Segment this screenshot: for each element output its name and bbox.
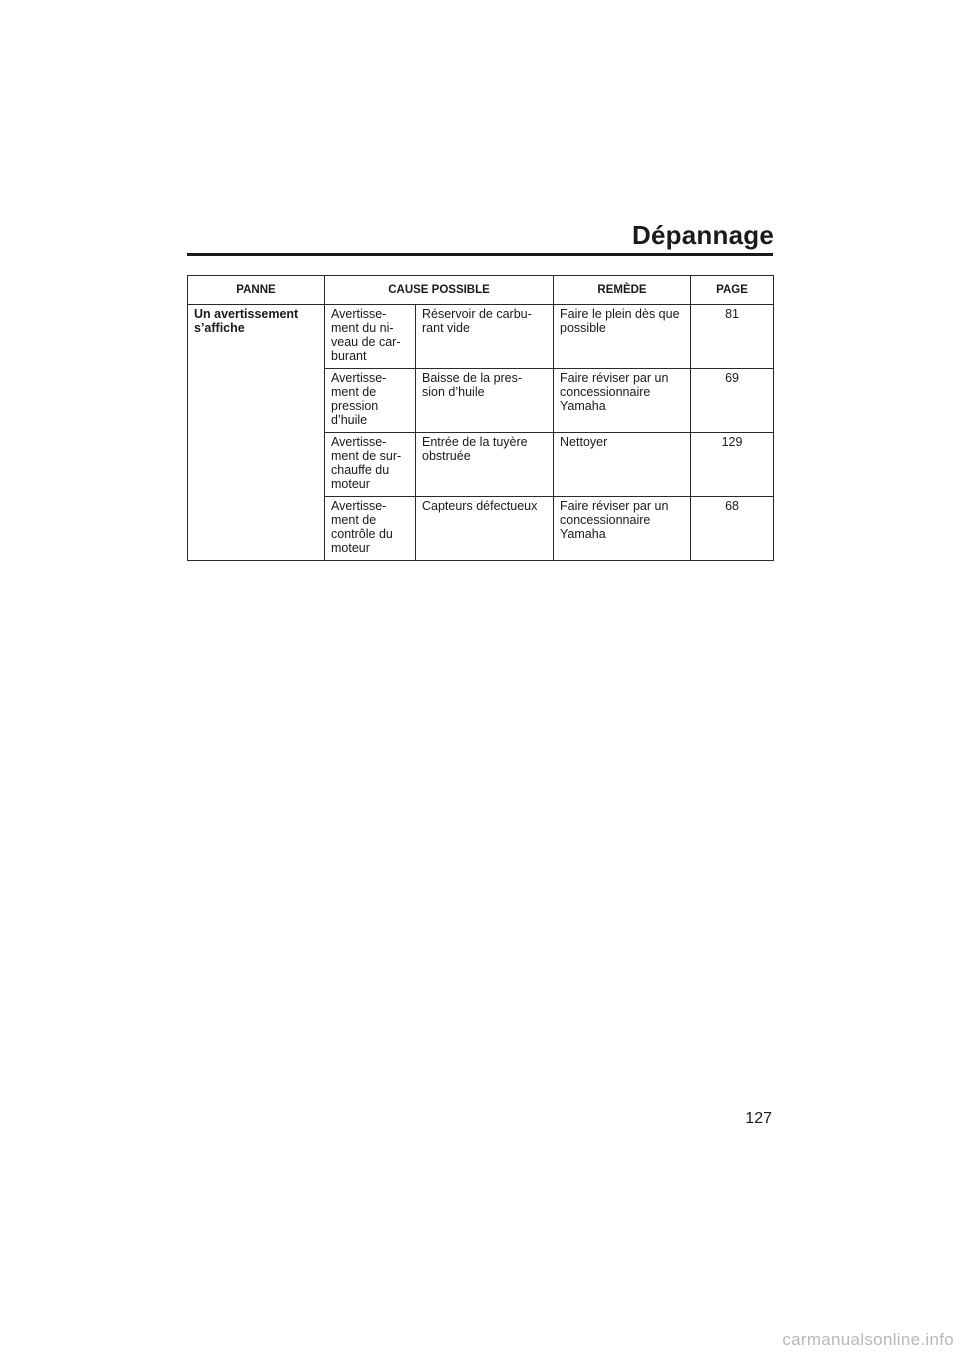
warning-type-line: Avertisse- bbox=[331, 307, 387, 321]
remedy-line: concessionnaire bbox=[560, 385, 651, 399]
cause-line: sion d’huile bbox=[422, 385, 485, 399]
remedy-line: Faire réviser par un bbox=[560, 499, 669, 513]
remedy-line: Nettoyer bbox=[560, 435, 608, 449]
warning-type-line: ment du ni- bbox=[331, 321, 394, 335]
remedy-line: Faire réviser par un bbox=[560, 371, 669, 385]
warning-type-line: veau de car- bbox=[331, 335, 401, 349]
cause-line: Réservoir de carbu- bbox=[422, 307, 532, 321]
warning-type-line: d’huile bbox=[331, 413, 368, 427]
remedy-line: Yamaha bbox=[560, 527, 606, 541]
remedy-line: Faire le plein dès que bbox=[560, 307, 680, 321]
warning-type-line: Avertisse- bbox=[331, 499, 387, 513]
problem-line: s’affiche bbox=[194, 321, 245, 335]
remedy-cell bbox=[554, 433, 691, 497]
table-row bbox=[188, 305, 774, 369]
problem-line: Un avertissement bbox=[194, 307, 299, 321]
cause-cell bbox=[416, 497, 554, 561]
page-number: 127 bbox=[745, 1110, 772, 1127]
warning-type-line: burant bbox=[331, 349, 367, 363]
section-title: Dépannage bbox=[632, 220, 774, 250]
remedy-line: possible bbox=[560, 321, 606, 335]
cause-line: obstruée bbox=[422, 449, 471, 463]
cause-cell bbox=[416, 369, 554, 433]
cause-line: Baisse de la pres- bbox=[422, 371, 523, 385]
remedy-cell bbox=[554, 497, 691, 561]
warning-type-line: ment de bbox=[331, 513, 377, 527]
warning-type-line: chauffe du bbox=[331, 463, 390, 477]
warning-type-line: moteur bbox=[331, 477, 370, 491]
page-ref-cell: 69 bbox=[691, 369, 774, 433]
warning-type-line: Avertisse- bbox=[331, 371, 387, 385]
remedy-cell bbox=[554, 369, 691, 433]
cause-line: rant vide bbox=[422, 321, 470, 335]
warning-type-cell bbox=[325, 497, 416, 561]
troubleshooting-table bbox=[187, 275, 774, 561]
page-ref-cell: 81 bbox=[691, 305, 774, 369]
warning-type-line: moteur bbox=[331, 541, 370, 555]
page-ref-cell: 129 bbox=[691, 433, 774, 497]
cause-line: Entrée de la tuyère bbox=[422, 435, 528, 449]
warning-type-line: ment de sur- bbox=[331, 449, 402, 463]
cause-cell bbox=[416, 433, 554, 497]
remedy-line: concessionnaire bbox=[560, 513, 651, 527]
remedy-cell bbox=[554, 305, 691, 369]
page-ref-cell: 68 bbox=[691, 497, 774, 561]
column-header-cause: CAUSE POSSIBLE bbox=[325, 276, 554, 305]
problem-cell bbox=[188, 305, 325, 561]
title-divider bbox=[187, 253, 773, 256]
cause-line: Capteurs défectueux bbox=[422, 499, 538, 513]
warning-type-cell bbox=[325, 369, 416, 433]
warning-type-cell bbox=[325, 305, 416, 369]
table-header-row bbox=[188, 276, 774, 305]
column-header-panne: PANNE bbox=[188, 276, 325, 305]
column-header-remede: REMÈDE bbox=[554, 276, 691, 305]
cause-cell bbox=[416, 305, 554, 369]
warning-type-line: Avertisse- bbox=[331, 435, 387, 449]
warning-type-cell bbox=[325, 433, 416, 497]
column-header-page: PAGE bbox=[691, 276, 774, 305]
warning-type-line: pression bbox=[331, 399, 379, 413]
warning-type-line: ment de bbox=[331, 385, 377, 399]
watermark: carmanualsonline.info bbox=[782, 1330, 954, 1349]
remedy-line: Yamaha bbox=[560, 399, 606, 413]
warning-type-line: contrôle du bbox=[331, 527, 393, 541]
